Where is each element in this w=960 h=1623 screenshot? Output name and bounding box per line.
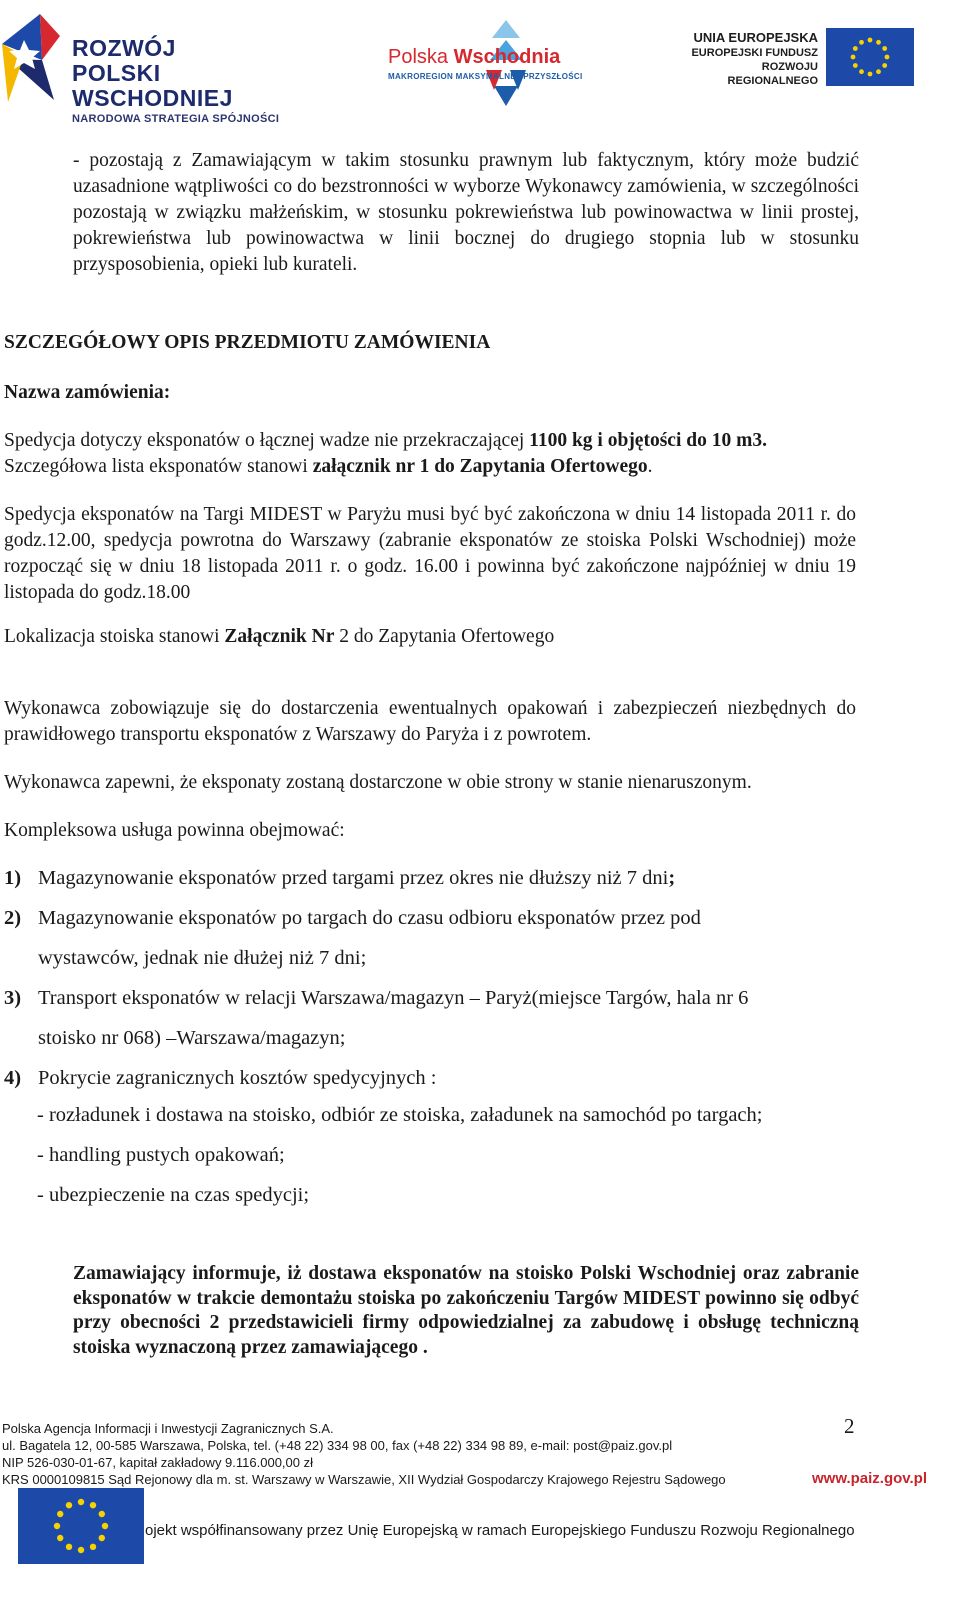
intro-paragraph: - pozostają z Zamawiającym w takim stosunku prawnym lub faktycznym, który może budzić uzasadnione wątpliwości co do bezstronności w wyborze Wykonawcy zamówienia, w szczególności pozostają w związku małżeńskim, w stosunku pokrewieństwa lub powinowactwa w linii prostej, pokrewieństwa lub powinowactwa w linii bocznej do drugiego stopnia lub w stosunku przysposobienia, opieki lub kurateli. [73,150,859,275]
rozwoj-subtitle: NARODOWA STRATEGIA SPÓJNOŚCI [72,113,280,125]
list-item-tail: ; [668,867,676,889]
footer-krs: KRS 0000109815 Sąd Rejonowy dla m. st. Warszawy w Warszawie, XII Wydział Gospodarczy Krajowego Rejestru Sądowego [2,1472,726,1487]
footer-address: ul. Bagatela 12, 00-585 Warszawa, Polska, tel. (+48 22) 334 98 00, fax (+48 22) 334 98 89, e-mail: post@paiz.gov.pl [2,1438,673,1453]
weight-text: Spedycja dotyczy eksponatów o łącznej wadze nie przekraczającej [4,430,530,451]
rozwoj-polski-wschodniej-logo [2,14,292,125]
list-item-number: 4) [4,1067,22,1089]
shipment-weight-paragraph [4,428,884,480]
location-text-tail: 2 do Zapytania Ofertowego [334,626,555,647]
rozwoj-title-line2: POLSKI WSCHODNIEJ [72,60,233,111]
list-item-text-cont: wystawców, jednak nie dłużej niż 7 dni; [38,947,367,969]
schedule-paragraph: Spedycja eksponatów na Targi MIDEST w Paryżu musi być być zakończona w dniu 14 listopada 2011 r. do godz.12.00, spedycja powrotna do Warszawy (zabranie eksponatów ze stoiska Polski Wschodniej) może rozpocząć się w dniu 18 listopada 2011 r. o godz. 16.00 i powinna być zakończone najpóźniej w dniu 19 listopada do godz.18.00 [4,504,856,603]
eu-flag-icon [18,1488,144,1564]
period: . [647,456,653,477]
list-item-text-cont: stoisko nr 068) –Warszawa/magazyn; [38,1027,346,1049]
list-item-text: Magazynowanie eksponatów po targach do czasu odbioru eksponatów przez pod [38,907,701,929]
pw-name-b: Wschodnia [453,46,561,68]
footer-website-link[interactable]: www.paiz.gov.pl [812,1470,928,1487]
list-item-number: 2) [4,907,22,929]
list-text: Szczegółowa lista eksponatów stanowi [4,456,313,477]
footer-company-info [2,1420,802,1488]
sub-item: - rozładunek i dostawa na stoisko, odbiór ze stoiska, załadunek na samochód po targach; [37,1104,763,1126]
list-item-number: 3) [4,987,22,1009]
pw-tagline: MAKROREGION MAKSYMALNEJ PRZYSZŁOŚCI [388,72,583,81]
eu-flag-icon [826,28,914,86]
unia-europejska-logo [670,28,918,88]
sub-item: - ubezpieczenie na czas spedycji; [37,1184,310,1206]
stand-location-paragraph [4,624,884,650]
scope-intro-paragraph: Kompleksowa usługa powinna obejmować: [4,820,345,841]
list-item [4,1058,884,1098]
list-item-text: Pokrycie zagranicznych kosztów spedycyjnych : [38,1067,437,1089]
pw-name-a: Polska [388,46,449,68]
ue-line3: ROZWOJU REGIONALNEGO [727,61,818,87]
sub-item: - handling pustych opakowań; [37,1144,285,1166]
list-item [4,898,884,978]
ue-line1: UNIA EUROPEJSKA [693,30,818,45]
weight-limit: 1100 kg i objętości do 10 m3. [529,430,767,451]
list-item [4,858,884,898]
list-item-number: 1) [4,867,22,889]
footer-nip: NIP 526-030-01-67, kapitał zakładowy 9.116.000,00 zł [2,1455,313,1470]
packaging-paragraph: Wykonawca zobowiązuje się do dostarczenia ewentualnych opakowań i zabezpieczeń niezbędnych do prawidłowego transportu eksponatów z Warszawy do Paryża i z powrotem. [4,698,856,745]
footer-cofinance-note: ojekt współfinansowany przez Unię Europejską w ramach Europejskiego Funduszu Rozwoju Regionalnego [145,1522,855,1539]
footer-company: Polska Agencja Informacji i Inwestycji Zagranicznych S.A. [2,1421,334,1436]
condition-paragraph: Wykonawca zapewni, że eksponaty zostaną dostarczone w obie strony w stanie nienaruszonym. [4,772,752,793]
rozwoj-star-icon [2,14,66,104]
ue-line2: EUROPEJSKI FUNDUSZ [691,47,818,59]
list-item-text: Transport eksponatów w relacji Warszawa/magazyn – Paryż(miejsce Targów, hala nr 6 [38,987,749,1009]
attachment-1-ref: załącznik nr 1 do Zapytania Ofertowego [312,456,648,477]
page-number: 2 [844,1414,855,1438]
list-item-text: Magazynowanie eksponatów przed targami przez okres nie dłuższy niż 7 dni [38,867,669,889]
location-text: Lokalizacja stoiska stanowi [4,626,225,647]
attachment-2-ref: Załącznik Nr [224,626,335,647]
rozwoj-title-line1: ROZWÓJ [72,35,176,61]
order-name-label: Nazwa zamówienia: [4,382,171,403]
list-item [4,978,884,1058]
polska-wschodnia-logo [388,20,583,110]
section-heading: SZCZEGÓŁOWY OPIS PRZEDMIOTU ZAMÓWIENIA [4,332,491,353]
final-notice-paragraph: Zamawiający informuje, iż dostawa eksponatów na stoisko Polski Wschodniej oraz zabranie eksponatów w trakcie demontażu stoiska po zakończeniu Targów MIDEST powinno się odbyć przy obecności 2 przedstawicieli firmy odpowiedzialnej za zabudowę i obsługę techniczną stoiska wyznaczoną przez zamawiającego . [73,1263,859,1358]
